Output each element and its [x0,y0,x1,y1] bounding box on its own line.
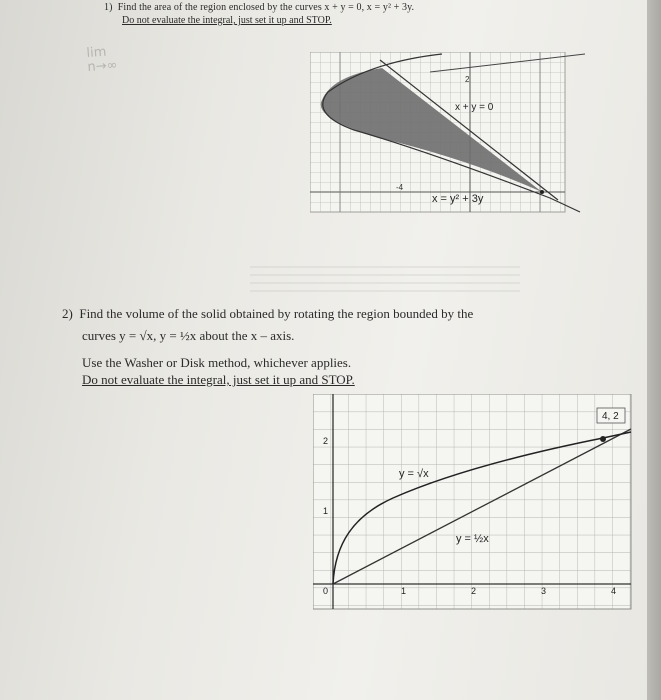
graph-1-tick-2: 2 [465,75,470,84]
graph-2-tick-y-1: 1 [323,506,329,516]
graph-2-tick-x-4: 4 [611,586,617,596]
graph-2 [313,394,633,614]
page-edge [647,0,661,700]
problem-2-line-4: Do not evaluate the integral, just set it up and STOP. [82,372,355,387]
pencil-note: lim n→∞ [85,44,118,76]
graph-2-half-label: y = ½x [456,533,489,545]
problem-2-line-2: curves y = √x, y = ½x about the x – axis. [82,328,295,343]
problem-2-line-1: 2) Find the volume of the solid obtained by rotating the region bounded by the [62,306,474,321]
graph-1-parabola-label: x = y² + 3y [432,193,484,205]
faded-work [250,262,520,292]
graph-2-tick-x-1: 1 [401,586,407,596]
problem-1-statement: 1) Find the area of the region enclosed by the curves x + y = 0, x = y² + 3y. [104,2,415,13]
graph-2-tick-y-2: 2 [323,436,329,446]
problem-1-instruction: Do not evaluate the integral, just set it up and STOP. [122,15,332,26]
graph-2-tick-x-2: 2 [471,586,477,596]
graph-2-intersection-dot [600,436,606,442]
graph-1-line-label: x + y = 0 [455,102,494,113]
graph-2-sqrt-label: y = √x [399,468,429,480]
graph-1 [310,52,585,217]
graph-1-tick-neg4: -4 [396,183,404,192]
graph-2-tick-x-3: 3 [541,586,547,596]
graph-2-point-label: 4, 2 [602,411,619,422]
graph-2-origin: 0 [323,586,329,596]
problem-2-line-3: Use the Washer or Disk method, whichever applies. [82,355,352,370]
